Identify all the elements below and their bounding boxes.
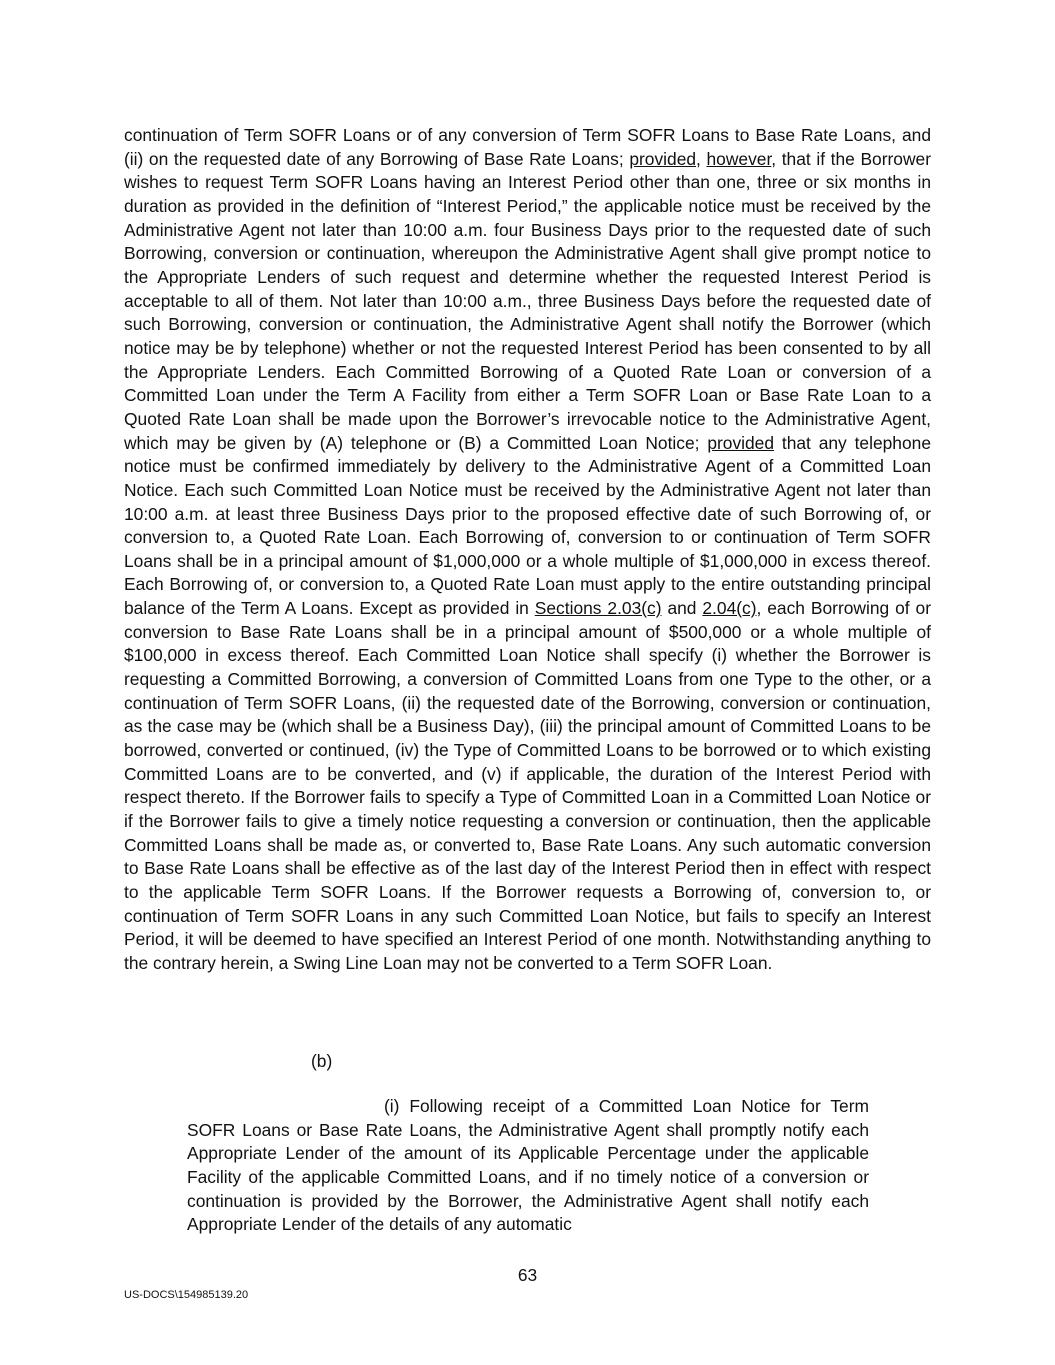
paragraph-text: , that if the Borrower wishes to request Term SOFR Loans having an Interest Period other than one, three or six months in duration as provided in the definition of “Interest Period,” the applicable notice must be received by the Administrative Agent not later than 10:00 a.m. four Business Days prior to the requested date of such Borrowing, conversion or continuation, whereupon the Administrative Agent shall give prompt notice to the Appropriate Lenders of such request and determine whether the requested Interest Period is acceptable to all of them. Not later than 10:00 a.m., three Business Days before the requested date of such Borrowing, conversion or continuation, the Administrative Agent shall notify the Borrower (which notice may be by telephone) whether or not the requested Interest Period has been consented to by all the Appropriate Lenders. Each Committed Borrowing of a Quoted Rate Loan or conversion of a Committed Loan under the Term A Facility from either a Term SOFR Loan or Base Rate Loan to a Quoted Rate Loan shall be made upon the Borrower’s irrevocable notice to the Administrative Agent, which may be given by (A) telephone or (B) a Committed Loan Notice; (124, 148, 931, 453)
page-number: 63 (517, 1265, 538, 1285)
provided-term: provided (707, 432, 775, 453)
however-term: however (706, 148, 772, 169)
provided-term: provided (629, 148, 697, 169)
paragraph-text: and (661, 598, 703, 619)
paragraph-text: continuation of Term SOFR Loans or of any conversion of Term SOFR Loans to Base Rate Loans, and (ii) on the requested date of any Borrowing of Base Rate Loans; (124, 125, 931, 169)
section-reference: 2.04(c) (702, 598, 757, 619)
subsection-label: (b) (311, 1051, 333, 1071)
paragraph-text: , (696, 148, 707, 169)
subsection-i-text: (i) Following receipt of a Committed Loan Notice for Term SOFR Loans or Base Rate Loans, the Administrative Agent shall promptly notify each Appropriate Lender of the amount of its Applicable Percentage under the applicable Facility of the applicable Committed Loans, and if no timely notice of a conversion or continuation is provided by the Borrower, the Administrative Agent shall notify each Appropriate Lender of the details of any automatic (187, 1096, 869, 1235)
section-reference: Sections 2.03(c) (534, 598, 662, 619)
subsection-i-paragraph (187, 1095, 869, 1237)
body-paragraph (124, 124, 931, 976)
paragraph-text: , each Borrowing of or conversion to Base Rate Loans shall be in a principal amount of $500,000 or a whole multiple of $100,000 in excess thereof. Each Committed Loan Notice shall specify (i) whether the Borrower is requesting a Committed Borrowing, a conversion of Committed Loans from one Type to the other, or a continuation of Term SOFR Loans, (ii) the requested date of the Borrowing, conversion or continuation, as the case may be (which shall be a Business Day), (iii) the principal amount of Committed Loans to be borrowed, converted or continued, (iv) the Type of Committed Loans to be borrowed or to which existing Committed Loans are to be converted, and (v) if applicable, the duration of the Interest Period with respect thereto. If the Borrower fails to specify a Type of Committed Loan in a Committed Loan Notice or if the Borrower fails to give a timely notice requesting a conversion or continuation, then the applicable Committed Loans shall be made as, or converted to, Base Rate Loans. Any such automatic conversion to Base Rate Loans shall be effective as of the last day of the Interest Period then in effect with respect to the applicable Term SOFR Loans. If the Borrower requests a Borrowing of, conversion to, or continuation of Term SOFR Loans in any such Committed Loan Notice, but fails to specify an Interest Period, it will be deemed to have specified an Interest Period of one month. Notwithstanding anything to the contrary herein, a Swing Line Loan may not be converted to a Term SOFR Loan. (124, 598, 931, 973)
document-id-footer: US-DOCS\154985139.20 (124, 1289, 249, 1301)
paragraph-text: that any telephone notice must be confirmed immediately by delivery to the Administrative Agent of a Committed Loan Notice. Each such Committed Loan Notice must be received by the Administrative Agent not later than 10:00 a.m. at least three Business Days prior to the proposed effective date of such Borrowing of, or conversion to, a Quoted Rate Loan. Each Borrowing of, conversion to or continuation of Term SOFR Loans shall be in a principal amount of $1,000,000 or a whole multiple of $1,000,000 in excess thereof. Each Borrowing of, or conversion to, a Quoted Rate Loan must apply to the entire outstanding principal balance of the Term A Loans. Except as provided in (124, 432, 931, 619)
